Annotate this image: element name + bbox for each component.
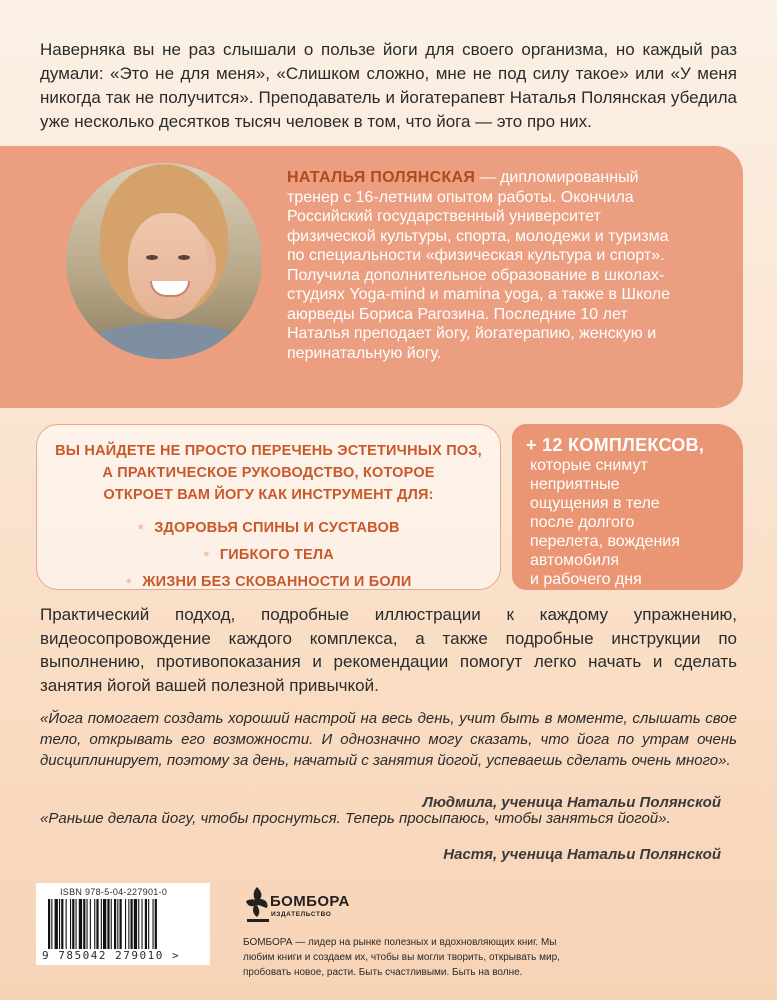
quote-2: «Раньше делала йогу, чтобы проснуться. Теперь просыпаюсь, чтобы заняться йогой». <box>40 810 671 827</box>
list-item: ● ЗДОРОВЬЯ СПИНЫ И СУСТАВОВ <box>137 520 400 536</box>
author-bio <box>287 168 687 363</box>
benefits-box <box>36 424 501 590</box>
bullet-icon: ● <box>137 521 145 533</box>
benefits-lead: ВЫ НАЙДЕТЕ НЕ ПРОСТО ПЕРЕЧЕНЬ ЭСТЕТИЧНЫХ ПОЗ, А ПРАКТИЧЕСКОЕ РУКОВОДСТВО, КОТОРОЕ ОТКРОЕТ ВАМ ЙОГУ КАК ИНСТРУМЕНТ ДЛЯ: <box>55 443 482 503</box>
author-bio-text: — дипломированный тренер с 16-летним опытом работы. Окончила Российский государственный университет физической культуры, спорта, молодежи и туризма по специальности «физическая культура и спорт». Получила дополнительное образование в школах-студиях Yoga-mind и mamina yoga, а также в Школе аюрведы Бориса Рагозина. Последние 10 лет Наталья преподает йогу, йогатерапию, женскую и перинатальную йогу. <box>287 169 671 362</box>
quote-2-author: Настя, ученица Натальи Полянской <box>443 846 721 863</box>
quote-1: «Йога помогает создать хороший настрой на весь день, учит быть в моменте, слышать свое тело, открывать его возможности. И однозначно могу сказать, что йога по утрам очень дисциплинирует, поэтому за день, начатый с занятия йогой, успеваешь сделать очень много». <box>40 710 737 769</box>
author-name: НАТАЛЬЯ ПОЛЯНСКАЯ <box>287 169 476 186</box>
practical-paragraph: Практический подход, подробные иллюстрации к каждому упражнению, видеосопровождение каждого комплекса, а также подробные инструкции по выполнению, противопоказания и рекомендации помогут легко начать и сделать занятия йогой вашей полезной привычкой. <box>40 605 737 695</box>
list-item: ● ЖИЗНИ БЕЗ СКОВАННОСТИ И БОЛИ <box>125 574 412 590</box>
bombora-logo-icon <box>243 885 273 927</box>
publisher-sub: ИЗДАТЕЛЬСТВО <box>271 911 332 918</box>
author-photo <box>66 163 262 359</box>
list-item: ● ГИБКОГО ТЕЛА <box>203 547 334 563</box>
complexes-text: которые снимут неприятные ощущения в теле после долгого перелета, вождения автомобиля и рабочего дня <box>530 457 680 588</box>
complexes-title: + 12 КОМПЛЕКСОВ, <box>526 435 705 455</box>
barcode-bars <box>48 899 204 949</box>
benefits-list <box>37 514 500 595</box>
barcode <box>36 883 210 965</box>
bullet-icon: ● <box>125 575 133 587</box>
barcode-number: 9 785042 279010 > <box>42 949 181 962</box>
publisher-name: БОМБОРА <box>270 893 350 910</box>
publisher-text: БОМБОРА — лидер на рынке полезных и вдохновляющих книг. Мы любим книги и создаем их, чтобы вы могли творить, открывать мир, пробовать новое, расти. Быть счастливыми. Быть на волне. <box>243 937 560 978</box>
quote-1-author: Людмила, ученица Натальи Полянской <box>422 794 721 811</box>
bullet-icon: ● <box>203 548 210 560</box>
isbn: ISBN 978-5-04-227901-0 <box>60 887 168 897</box>
complexes-card <box>512 424 743 590</box>
intro-paragraph: Наверняка вы не раз слышали о пользе йоги для своего организма, но каждый раз думали: «Это не для меня», «Слишком сложно, мне не под силу такое» или «У меня никогда так не получится». Преподаватель и йогатерапевт Наталья Полянская убедила уже несколько десятков тысяч человек в том, что йога — это про них. <box>40 40 737 131</box>
